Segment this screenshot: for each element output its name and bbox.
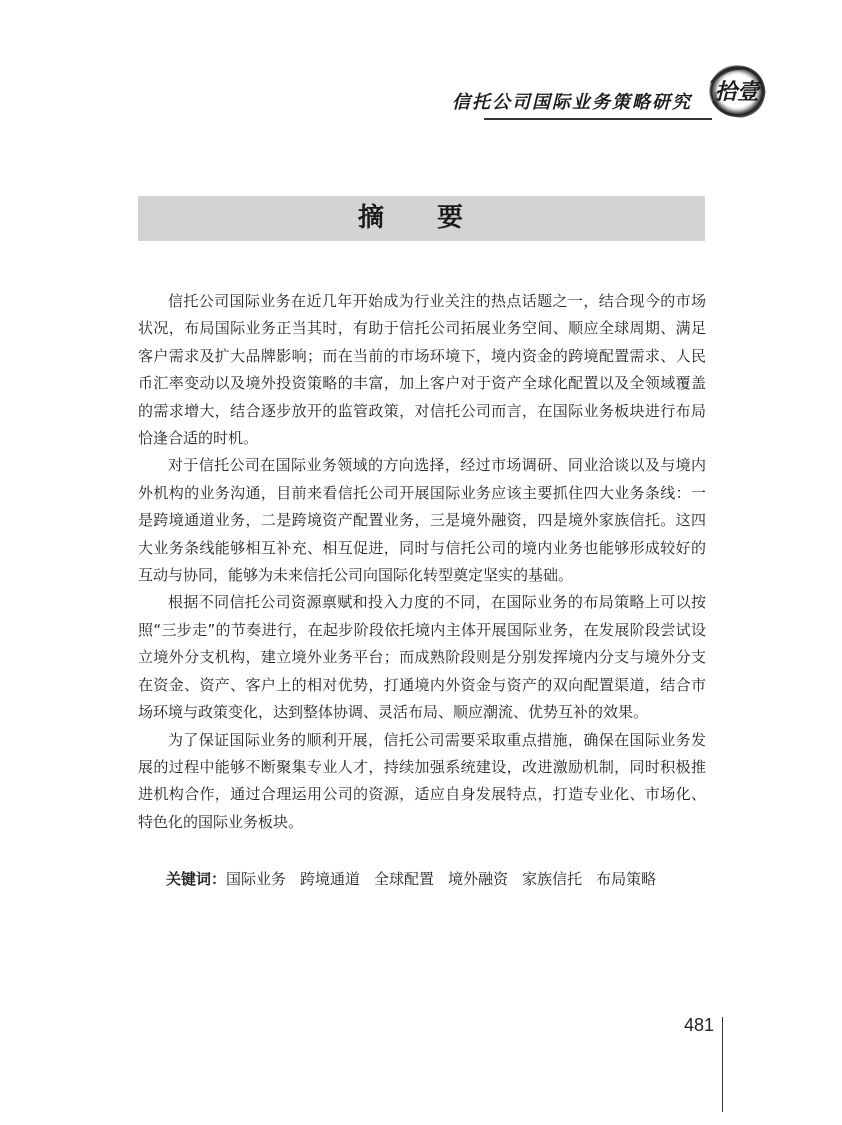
abstract-paragraph: 对于信托公司在国际业务领域的方向选择，经过市场调研、同业洽谈以及与境内外机构的业务沟通，目前来看信托公司开展国际业务应该主要抓住四大业务条线：一是跨境通道业务，二是跨境资产配置业务，三是境外融资，四是境外家族信托。这四大业务条线能够相互补充、相互促进，同时与信托公司的境内业务也能够形成较好的互动与协同，能够为未来信托公司向国际化转型奠定坚实的基础。	[138, 456, 706, 585]
abstract-paragraph: 信托公司国际业务在近几年开始成为行业关注的热点话题之一，结合现今的市场状况，布局国际业务正当其时，有助于信托公司拓展业务空间、顺应全球周期、满足客户需求及扩大品牌影响；而在当前的市场环境下，境内资金的跨境配置需求、人民币汇率变动以及境外投资策略的丰富，加上客户对于资产全球化配置以及全领域覆盖的需求增大，结合逐步放开的监管政策，对信托公司而言，在国际业务板块进行布局恰逢合适的时机。	[138, 292, 706, 448]
keyword-item: 全球配置	[374, 870, 435, 888]
header-rule	[484, 118, 712, 120]
page-number: 481	[683, 1015, 714, 1035]
keywords-label: 关键词：	[166, 870, 227, 888]
keyword-item: 家族信托	[522, 870, 583, 888]
keywords-line	[166, 866, 726, 893]
abstract-body	[138, 288, 706, 836]
keyword-item: 跨境通道	[300, 870, 361, 888]
section-title: 摘 要	[357, 203, 486, 233]
footer-rule	[722, 1017, 723, 1112]
keyword-item: 布局策略	[596, 870, 657, 888]
keyword-item: 境外融资	[448, 870, 509, 888]
running-header-title: 信托公司国际业务策略研究	[452, 92, 692, 113]
abstract-paragraph: 为了保证国际业务的顺利开展，信托公司需要采取重点措施，确保在国际业务发展的过程中能够不断聚集专业人才，持续加强系统建设，改进激励机制，同时积极推进机构合作，通过合理运用公司的资源，适应自身发展特点，打造专业化、市场化、特色化的国际业务板块。	[138, 730, 706, 831]
abstract-paragraph: 根据不同信托公司资源禀赋和投入力度的不同，在国际业务的布局策略上可以按照“三步走”的节奏进行，在起步阶段依托境内主体开展国际业务，在发展阶段尝试设立境外分支机构，建立境外业务平台；而成熟阶段则是分别发挥境内分支与境外分支在资金、资产、客户上的相对优势，打通境内外资金与资产的双向配置渠道，结合市场环境与政策变化，达到整体协调、灵活布局、顺应潮流、优势互补的效果。	[138, 593, 706, 722]
keyword-item: 国际业务	[226, 870, 287, 888]
chapter-seal-logo	[704, 62, 766, 120]
seal-text: 拾壹	[714, 79, 760, 105]
